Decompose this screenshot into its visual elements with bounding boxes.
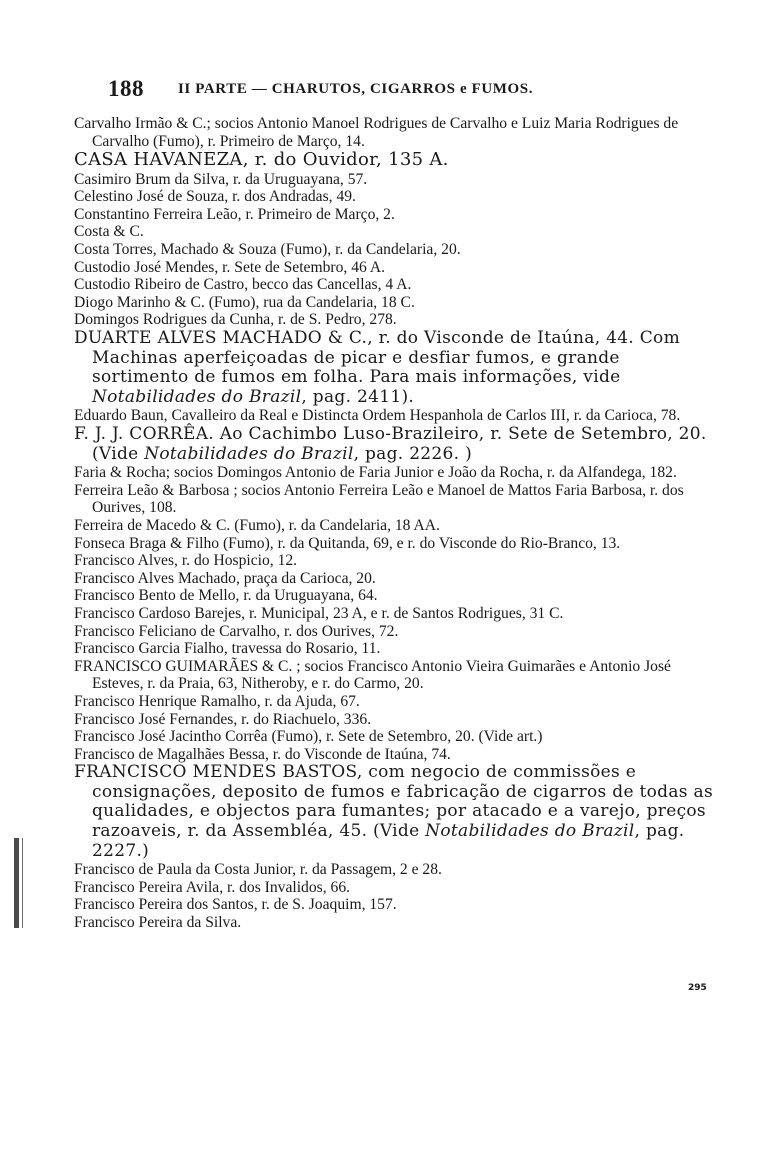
running-head: II PARTE — CHARUTOS, CIGARROS e FUMOS. bbox=[178, 81, 534, 97]
list-item: Domingos Rodrigues da Cunha, r. de S. Pedro, 278. bbox=[74, 311, 397, 329]
page-number: 188 bbox=[108, 76, 144, 101]
list-item: Faria & Rocha; socios Domingos Antonio de Faria Junior e João da Rocha, r. da Alfandega, 182. bbox=[74, 464, 677, 482]
list-item: Francisco José Jacintho Corrêa (Fumo), r. Sete de Setembro, 20. (Vide art.) bbox=[74, 728, 543, 746]
list-item: Francisco José Fernandes, r. do Riachuelo, 336. bbox=[74, 710, 372, 728]
page-header bbox=[108, 76, 708, 100]
list-item: Francisco Pereira Avila, r. dos Invalidos, 66. bbox=[74, 878, 351, 896]
list-item: Francisco Pereira dos Santos, r. de S. Joaquim, 157. bbox=[74, 896, 397, 914]
list-item-featured: FRANCISCO MENDES BASTOS, com negocio de commissões e consignações, deposito de fumos e fabricação de cigarros de todas as qualidades, e objectos para fumantes; por atacado e a varejo, preços razoaveis, r. da Assembléa, 45. (Vide Notabilidades do Brazil, pag. 2227.) bbox=[74, 762, 713, 861]
list-item: Custodio José Mendes, r. Sete de Setembro, 46 A. bbox=[74, 258, 385, 276]
list-item: Francisco de Magalhães Bessa, r. do Visconde de Itaúna, 74. bbox=[74, 745, 451, 763]
list-item: Ferreira de Macedo & C. (Fumo), r. da Candelaria, 18 AA. bbox=[74, 516, 440, 534]
list-item-featured: DUARTE ALVES MACHADO & C., r. do Visconde de Itaúna, 44. Com Machinas aperfeiçoadas de picar e desfiar fumos, e grande sortimento de fumos em folha. Para mais informações, vide Notabilidades do Brazil, pag. 2411). bbox=[74, 328, 681, 407]
list-item-featured: F. J. J. CORRÊA. Ao Cachimbo Luso-Brazileiro, r. Sete de Setembro, 20. (Vide Notabilidades do Brazil, pag. 2226. ) bbox=[74, 424, 707, 464]
list-item: CASA HAVANEZA, r. do Ouvidor, 135 A. bbox=[74, 149, 449, 171]
list-item: Francisco Cardoso Barejes, r. Municipal, 23 A, e r. de Santos Rodrigues, 31 C. bbox=[74, 604, 564, 622]
list-item: Carvalho Irmão & C.; socios Antonio Manoel Rodrigues de Carvalho e Luiz Maria Rodrigues de Carvalho (Fumo), r. Primeiro de Março, 14. bbox=[74, 115, 679, 150]
marginal-bracket-mark bbox=[8, 838, 30, 928]
list-item: Francisco Bento de Mello, r. da Uruguayana, 64. bbox=[74, 587, 378, 605]
directory-entries bbox=[74, 115, 714, 932]
list-item: Celestino José de Souza, r. dos Andradas, 49. bbox=[74, 188, 356, 206]
list-item: Costa Torres, Machado & Souza (Fumo), r. da Candelaria, 20. bbox=[74, 241, 461, 259]
list-item: Constantino Ferreira Leão, r. Primeiro de Março, 2. bbox=[74, 205, 395, 223]
list-item: Casimiro Brum da Silva, r. da Uruguayana, 57. bbox=[74, 170, 368, 188]
list-item: FRANCISCO GUIMARÃES & C. ; socios Francisco Antonio Vieira Guimarães e Antonio José Esteves, r. da Praia, 63, Nitheroby, e r. do Carmo, 20. bbox=[74, 657, 671, 693]
list-item: Francisco Alves, r. do Hospicio, 12. bbox=[74, 552, 298, 570]
list-item: Francisco Garcia Fialho, travessa do Rosario, 11. bbox=[74, 640, 381, 658]
list-item: Eduardo Baun, Cavalleiro da Real e Distincta Ordem Hespanhola de Carlos III, r. da Carioca, 78. bbox=[74, 407, 681, 425]
list-item: Diogo Marinho & C. (Fumo), rua da Candelaria, 18 C. bbox=[74, 293, 415, 311]
list-item: Francisco de Paula da Costa Junior, r. da Passagem, 2 e 28. bbox=[74, 861, 442, 879]
list-item: Custodio Ribeiro de Castro, becco das Cancellas, 4 A. bbox=[74, 276, 412, 294]
signature-mark: 295 bbox=[688, 983, 707, 993]
list-item: Costa & C. bbox=[74, 223, 144, 241]
list-item: Fonseca Braga & Filho (Fumo), r. da Quitanda, 69, e r. do Visconde do Rio-Branco, 13. bbox=[74, 534, 621, 552]
list-item: Francisco Alves Machado, praça da Carioca, 20. bbox=[74, 569, 376, 587]
list-item: Francisco Pereira da Silva. bbox=[74, 914, 242, 932]
list-item: Francisco Henrique Ramalho, r. da Ajuda, 67. bbox=[74, 692, 360, 710]
list-item: Ferreira Leão & Barbosa ; socios Antonio Ferreira Leão e Manoel de Mattos Faria Barbosa, r. dos Ourives, 108. bbox=[74, 481, 684, 517]
list-item: Francisco Feliciano de Carvalho, r. dos Ourives, 72. bbox=[74, 622, 399, 640]
